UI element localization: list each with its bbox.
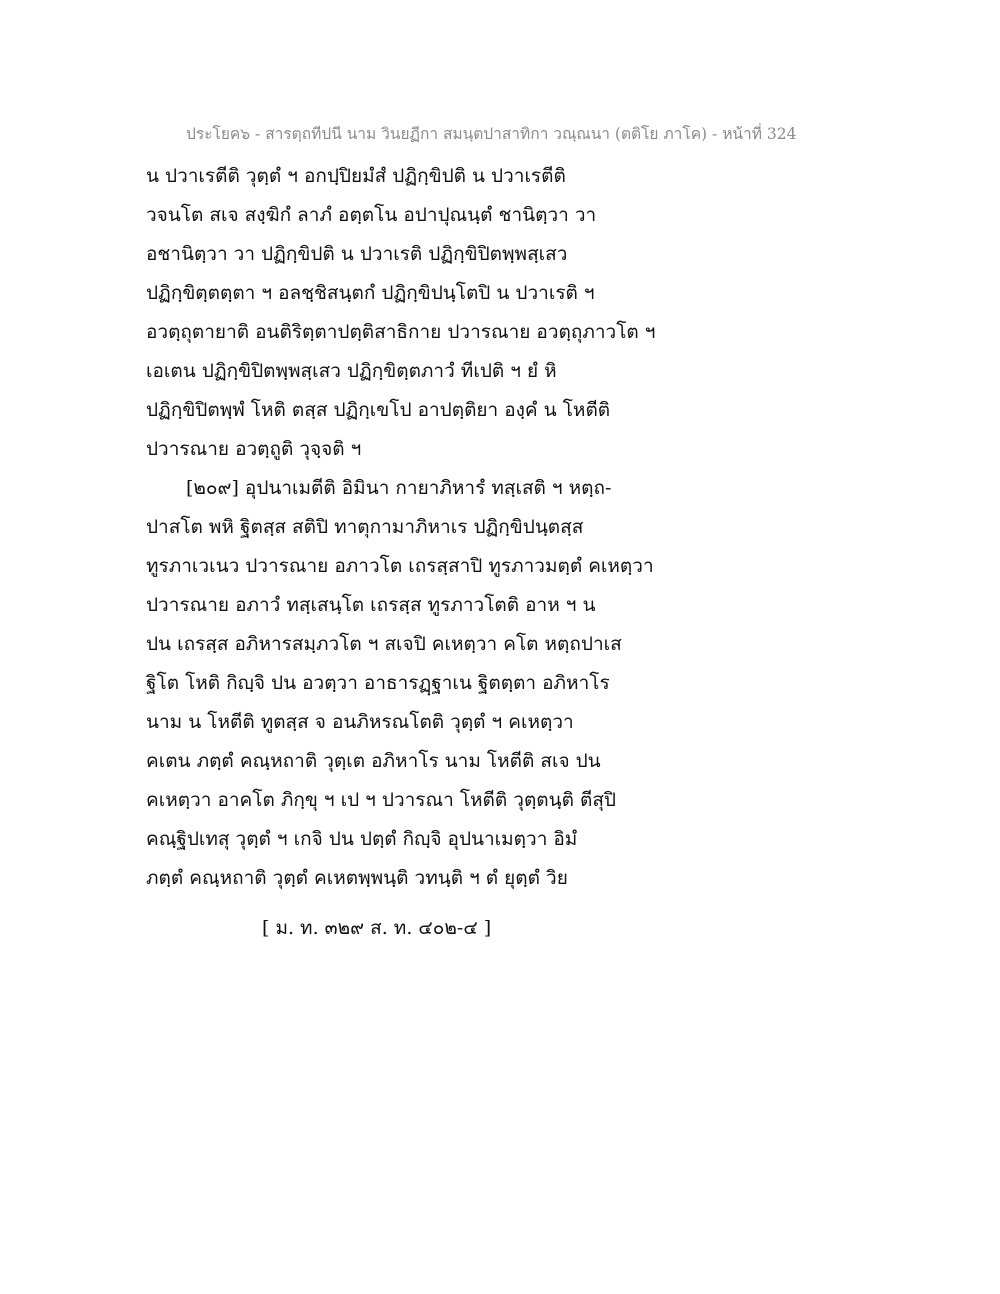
- text-line: ปวารณาย อภาวํ ทสฺเสนฺโต เถรสฺส ทูรภาวโตติ อาห ฯ น: [146, 594, 596, 616]
- text-line: คเตน ภตฺตํ คณฺหถาติ วุตฺเต อภิหาโร นาม โหตีติ สเจ ปน: [146, 750, 601, 772]
- text-line: น ปวาเรตีติ วุตฺตํ ฯ อกปฺปิยมํสํ ปฏิกฺขิปติ น ปวาเรตีติ: [146, 165, 566, 187]
- text-line: คณฺฐิปเทสุ วุตฺตํ ฯ เกจิ ปน ปตฺตํ กิญฺจิ อุปนาเมตฺวา อิมํ: [146, 828, 578, 850]
- text-line: ปฏิกฺขิตฺตตฺตา ฯ อลชฺชิสนฺตกํ ปฏิกฺขิปนฺโตปิ น ปวาเรติ ฯ: [146, 282, 595, 304]
- text-line: คเหตฺวา อาคโต ภิกฺขุ ฯ เป ฯ ปวารณา โหตีติ วุตฺตนฺติ ตีสุปิ: [146, 789, 616, 811]
- paragraph-2: [146, 469, 686, 898]
- text-line: ทูรภาเวเนว ปวารณาย อภาวโต เถรสฺสาปิ ทูรภาวมตฺตํ คเหตฺวา: [146, 555, 654, 577]
- text-line: นาม น โหตีติ ทูตสฺส จ อนภิหรณโตติ วุตฺตํ ฯ คเหตฺวา: [146, 711, 574, 733]
- reference-citation: [ ม. ท. ๓๒๙ ส. ท. ๔๐๒-๔ ]: [262, 917, 492, 939]
- paragraph-1: [146, 157, 686, 469]
- text-line: เอเตน ปฏิกฺขิปิตพฺพสฺเสว ปฏิกฺขิตฺตภาวํ ทีเปติ ฯ ยํ หิ: [146, 360, 557, 382]
- text-line: อชานิตฺวา วา ปฏิกฺขิปติ น ปวาเรติ ปฏิกฺขิปิตพฺพสฺเสว: [146, 243, 568, 265]
- text-line: ปน เถรสฺส อภิหารสมฺภวโต ฯ สเจปิ คเหตฺวา คโต หตฺถปาเส: [146, 633, 622, 655]
- document-body: [146, 157, 686, 898]
- text-line: [๒๐๙] อุปนาเมตีติ อิมินา กายาภิหารํ ทสฺเสติ ฯ หตฺถ-: [186, 477, 612, 499]
- text-line: วจนโต สเจ สงฺฆิกํ ลาภํ อตฺตโน อปาปุณนฺตํ ชานิตฺวา วา: [146, 204, 597, 226]
- text-line: ภตฺตํ คณฺหถาติ วุตฺตํ คเหตพฺพนฺติ วทนฺติ ฯ ตํ ยุตฺตํ วิย: [146, 867, 568, 889]
- text-line: ปวารณาย อวตฺถูติ วุจฺจติ ฯ: [146, 438, 362, 460]
- text-line: อวตฺถุตายาติ อนติริตฺตาปตฺติสาธิกาย ปวารณาย อวตฺถุภาวโต ฯ: [146, 321, 656, 343]
- text-line: ฐิโต โหติ กิญฺจิ ปน อวตฺวา อาธารฏฺฐาเน ฐิตตฺตา อภิหาโร: [146, 672, 610, 694]
- text-line: ปาสโต พหิ ฐิตสฺส สติปิ ทาตุกามาภิหาเร ปฏิกฺขิปนฺตสฺส: [146, 516, 584, 538]
- page-header: ประโยค๖ - สารตฺถทีปนี นาม วินยฏีกา สมนฺตปาสาทิกา วณฺณนา (ตติโย ภาโค) - หน้าที่ 324: [186, 125, 797, 143]
- text-line: ปฏิกฺขิปิตพฺพํ โหติ ตสฺส ปฏิกฺเขโป อาปตฺติยา องฺคํ น โหตีติ: [146, 399, 611, 421]
